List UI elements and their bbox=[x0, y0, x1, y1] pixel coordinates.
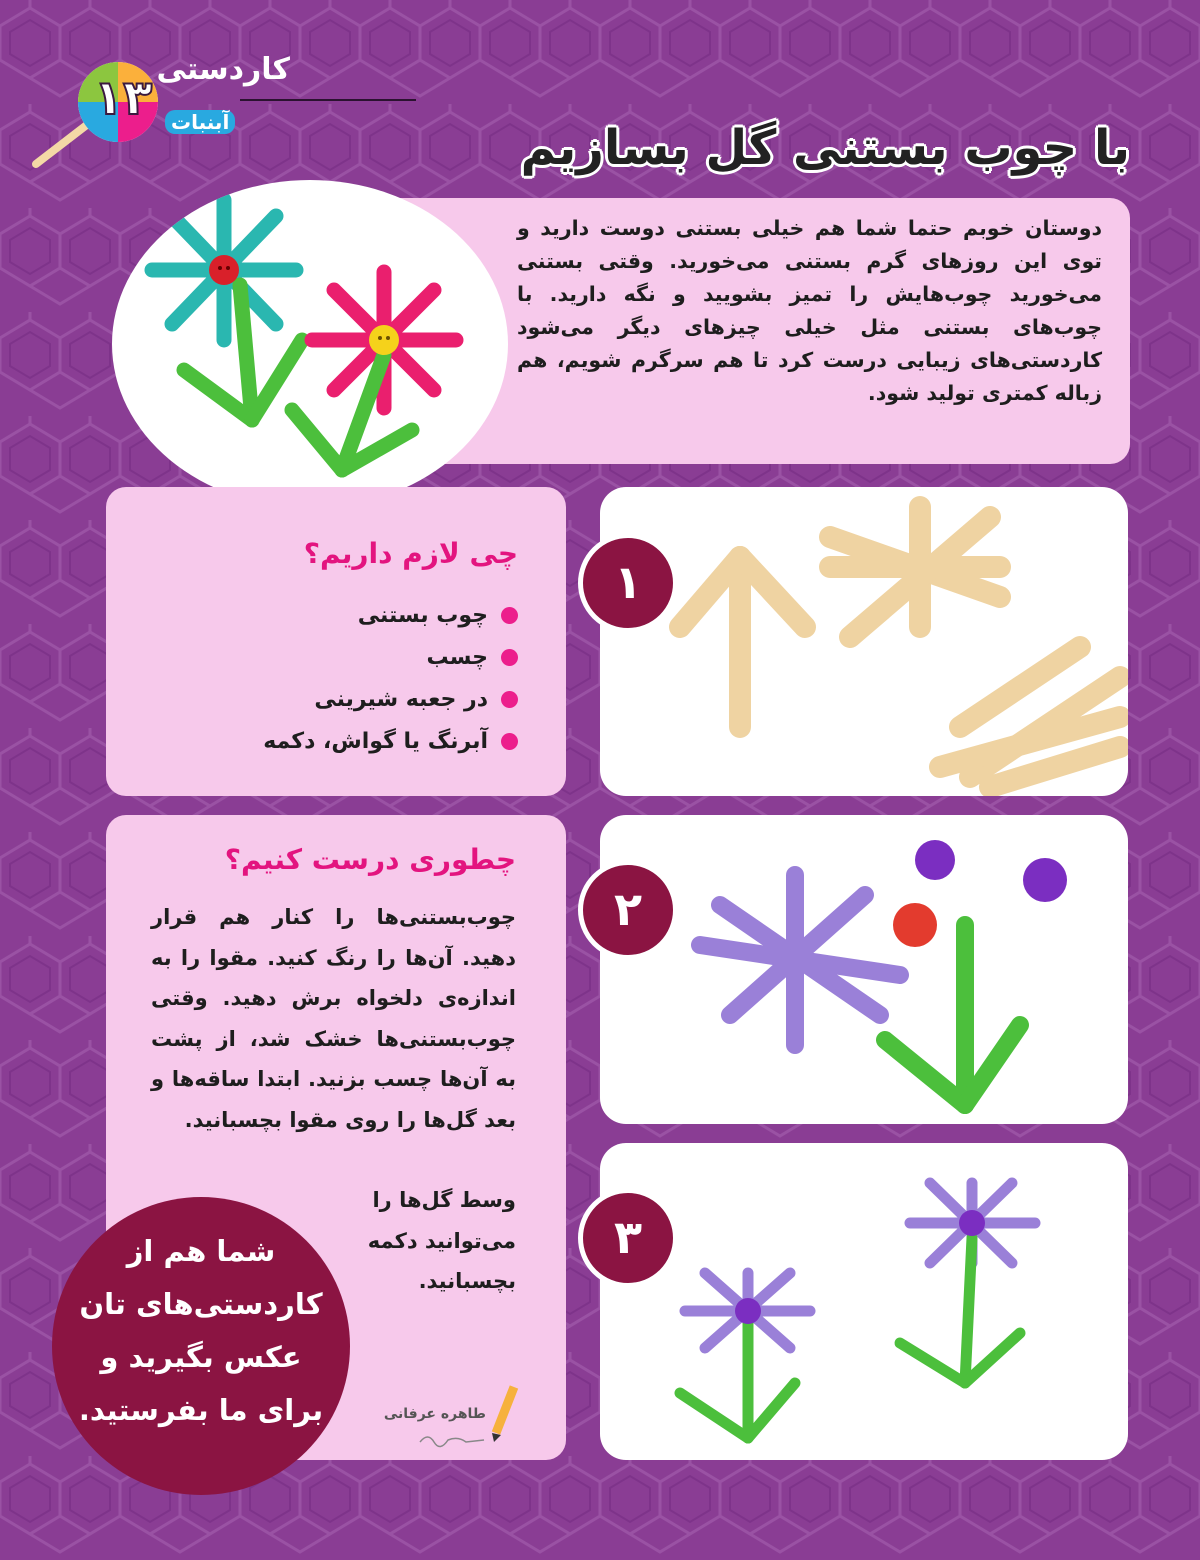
list-item: چوب بستنی bbox=[138, 595, 518, 637]
bullet-icon bbox=[501, 691, 518, 708]
step-2-badge: ۲ bbox=[578, 860, 678, 960]
natural-sticks-illustration bbox=[600, 487, 1128, 796]
bullet-icon bbox=[501, 607, 518, 624]
instructions-heading: چطوری درست کنیم؟ bbox=[224, 843, 516, 876]
author-name: طاهره عرفانی bbox=[383, 1406, 486, 1422]
step-1-badge: ۱ bbox=[578, 533, 678, 633]
materials-panel bbox=[106, 487, 566, 796]
instructions-text-tail: وسط گل‌ها را می‌توانید دکمه بچسبانید. bbox=[367, 1188, 516, 1293]
step-1-photo bbox=[600, 487, 1128, 796]
instructions-text: چوب‌بستنی‌ها را کنار هم قرار دهید. آن‌ها را رنگ کنید. مقوا را به اندازه‌ی دلخواه برش دهید. وقتی چوب‌بستنی‌ها خشک شد، از پشت به آن‌ها چسب بزنید. ابتدا ساقه‌ها و بعد گل‌ها را روی مقوا بچسبانید. bbox=[151, 905, 516, 1132]
hero-flowers-image bbox=[112, 180, 508, 508]
materials-list bbox=[138, 595, 518, 763]
list-item: در جعبه شیرینی bbox=[138, 679, 518, 721]
callout-text: شما هم از کاردستی‌های تان عکس بگیرید و برای ما بفرستید. bbox=[78, 1234, 324, 1427]
painted-sticks-illustration bbox=[600, 815, 1128, 1124]
materials-heading: چی لازم داریم؟ bbox=[303, 537, 518, 570]
intro-text: دوستان خوبم حتما شما هم خیلی بستنی دوست دارید و توی این روزهای گرم بستنی می‌خورید. وقتی بستنی می‌خورید چوب‌هایش را تمیز بشویید و نگه دارید. با چوب‌های بستنی مثل خیلی چیزهای دیگر می‌شود کاردستی‌های زیبایی درست کرد تا هم سرگرم شویم، هم زباله کمتری تولید شود. bbox=[517, 216, 1102, 405]
step-2-photo bbox=[600, 815, 1128, 1124]
bullet-icon bbox=[501, 649, 518, 666]
step-3-photo bbox=[600, 1143, 1128, 1460]
page-title: با چوب بستنی گل بسازیم bbox=[520, 120, 1130, 176]
brand-logo: آبنبات bbox=[165, 110, 235, 134]
step-3-badge: ۳ bbox=[578, 1188, 678, 1288]
finished-flowers-illustration bbox=[600, 1143, 1128, 1460]
list-item: آبرنگ یا گواش، دکمه bbox=[138, 721, 518, 763]
bullet-icon bbox=[501, 733, 518, 750]
pencil-icon bbox=[490, 1383, 520, 1443]
signature-icon bbox=[418, 1430, 488, 1450]
list-item: چسب bbox=[138, 637, 518, 679]
section-name: کاردستی bbox=[156, 52, 290, 87]
flower-craft-illustration bbox=[112, 180, 508, 508]
callout-circle bbox=[52, 1197, 350, 1495]
issue-number: ۱۳ bbox=[93, 70, 153, 126]
header-divider bbox=[240, 99, 416, 101]
